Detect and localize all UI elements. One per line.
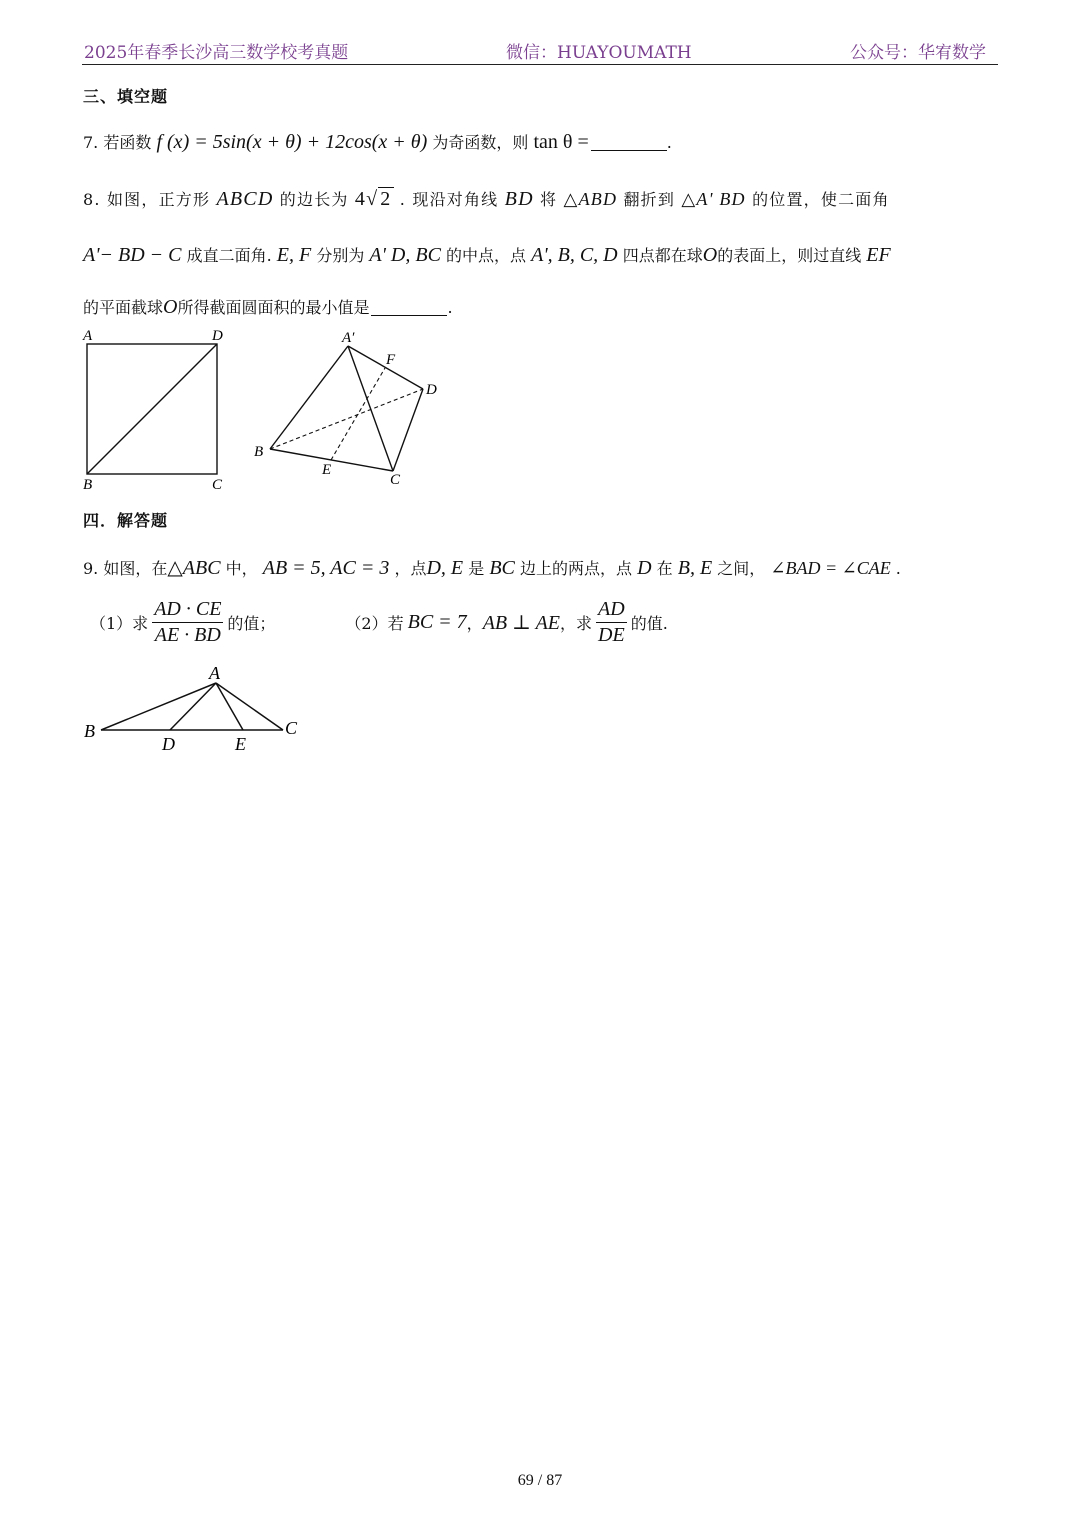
label-c: C	[212, 477, 223, 493]
side-ab	[101, 683, 216, 730]
q9-text: 边上的两点，点	[520, 559, 633, 578]
section-answer-title: 四．解答题	[83, 511, 169, 530]
q8-text: 翻折到	[623, 190, 676, 209]
q8-text: 成直二面角.	[186, 246, 272, 265]
edge-a-b	[270, 346, 348, 449]
q8-side-radicand: 2	[380, 188, 392, 210]
answer-blank[interactable]	[591, 150, 667, 151]
q7-text: 为奇函数，则	[432, 133, 529, 152]
edge-d-c	[393, 389, 423, 471]
section-fill-in-title: 三、填空题	[83, 87, 169, 106]
q8-text: 分别为	[316, 246, 365, 265]
q9-text: 是	[468, 559, 485, 578]
q9-points: D, E	[426, 557, 464, 579]
q9-part2-fraction	[596, 598, 627, 647]
q7-tan: tan θ =	[533, 131, 589, 153]
label-a-prime: A′	[342, 330, 355, 346]
q9-triangle: △ABC	[167, 557, 221, 579]
q8-text: 的位置，使二面角	[752, 190, 890, 209]
figure-square	[78, 326, 238, 496]
label-b: B	[83, 477, 93, 493]
q9-subquestions	[90, 598, 668, 647]
q8-end: .	[447, 298, 453, 317]
q9-text: 如图，在	[103, 559, 168, 578]
q8-text: 的表面上，则过直线	[717, 246, 862, 265]
q8-dihedral: A'− BD − C	[83, 244, 182, 266]
q8-text: 所得截面圆面积的最小值是	[177, 298, 370, 317]
q9-text: ，求	[560, 614, 593, 633]
fraction-numerator: AD	[596, 598, 627, 623]
question-8-line-3	[83, 295, 453, 319]
q9-part2-bc: BC = 7	[407, 611, 467, 633]
q8-text: . 现沿对角线	[399, 190, 499, 209]
fraction-denominator: AE · BD	[154, 624, 221, 646]
q9-text: 之间，	[717, 559, 766, 578]
label-b: B	[254, 444, 264, 460]
label-a: A	[209, 663, 220, 683]
label-c: C	[390, 472, 401, 488]
q8-text: 如图，正方形	[106, 190, 211, 209]
q7-end: .	[666, 133, 672, 152]
q8-side-coef: 4	[354, 188, 367, 210]
question-9	[83, 555, 901, 580]
label-c: C	[285, 718, 298, 738]
header-account: 公众号：华宥数学	[850, 43, 986, 63]
q7-function: f (x) = 5sin(x + θ) + 12cos(x + θ)	[156, 131, 428, 153]
q9-point-d: D	[637, 557, 652, 579]
q8-text: 的平面截球	[83, 298, 164, 317]
q9-side-bc: BC	[489, 557, 515, 579]
q9-points-be: B, E	[677, 557, 713, 579]
q9-part2-label: （2）若	[345, 614, 404, 633]
header-wechat: 微信：HUAYOUMATH	[506, 43, 692, 63]
q8-triangle-abd: △ABD	[563, 189, 618, 209]
label-e: E	[322, 462, 332, 478]
q8-sphere: O	[702, 244, 718, 266]
label-b: B	[84, 721, 95, 741]
q9-part1-end: 的值；	[227, 614, 276, 633]
figure-triangle	[78, 662, 308, 762]
q8-text: 将	[540, 190, 558, 209]
q8-text: 的中点，点	[446, 246, 527, 265]
q9-part2-perpendicular: AB ⊥ AE	[482, 612, 561, 634]
q9-sides: AB = 5, AC = 3	[262, 557, 390, 579]
q9-part1-fraction	[152, 598, 223, 647]
q8-side-length: 4√ 2	[354, 188, 392, 210]
segment-ad	[170, 683, 216, 730]
q7-number: 7.	[83, 133, 99, 152]
q8-segments: A' D, BC	[369, 244, 441, 266]
q8-number: 8.	[83, 190, 101, 209]
fraction-numerator: AD · CE	[152, 598, 223, 623]
q8-text: 四点都在球	[622, 246, 703, 265]
fraction-denominator: DE	[598, 624, 625, 646]
question-8-line-1	[83, 187, 890, 211]
q9-part1-label: （1）求	[90, 614, 149, 633]
label-d: D	[162, 734, 175, 754]
q9-text: ，	[466, 614, 483, 633]
segment-ae	[216, 683, 243, 730]
q9-number: 9.	[83, 559, 99, 578]
label-d: D	[212, 328, 223, 344]
question-7	[83, 130, 672, 154]
q8-line-ef: EF	[866, 244, 891, 266]
figure-folded	[248, 326, 448, 496]
q9-text: 中，	[225, 559, 258, 578]
side-ac	[216, 683, 283, 730]
page-header	[82, 38, 998, 65]
q9-end: .	[895, 559, 901, 578]
page-number: 69 / 87	[517, 1472, 563, 1489]
q8-sphere: O	[163, 296, 178, 318]
q8-points-ef: E, F	[276, 244, 312, 266]
q8-text: 的边长为	[279, 190, 349, 209]
q8-diagonal: BD	[504, 188, 534, 210]
label-d: D	[426, 382, 437, 398]
q9-angle-condition: ∠BAD = ∠CAE	[770, 558, 891, 578]
q8-square-name: ABCD	[216, 188, 274, 210]
q8-four-points: A', B, C, D	[531, 244, 618, 266]
q9-part2-end: 的值.	[630, 614, 668, 633]
question-8-line-2	[83, 243, 891, 267]
q9-text: 在	[656, 559, 673, 578]
q9-text: ，点	[394, 559, 427, 578]
label-e: E	[235, 734, 246, 754]
header-title: 2025年春季长沙高三数学校考真题	[84, 43, 349, 63]
label-a: A	[83, 328, 93, 344]
diagonal-bd	[87, 344, 217, 474]
label-f: F	[386, 352, 396, 368]
q8-triangle-abd-prime: △A' BD	[681, 189, 746, 209]
answer-blank[interactable]	[371, 315, 447, 316]
q7-text: 若函数	[103, 133, 152, 152]
